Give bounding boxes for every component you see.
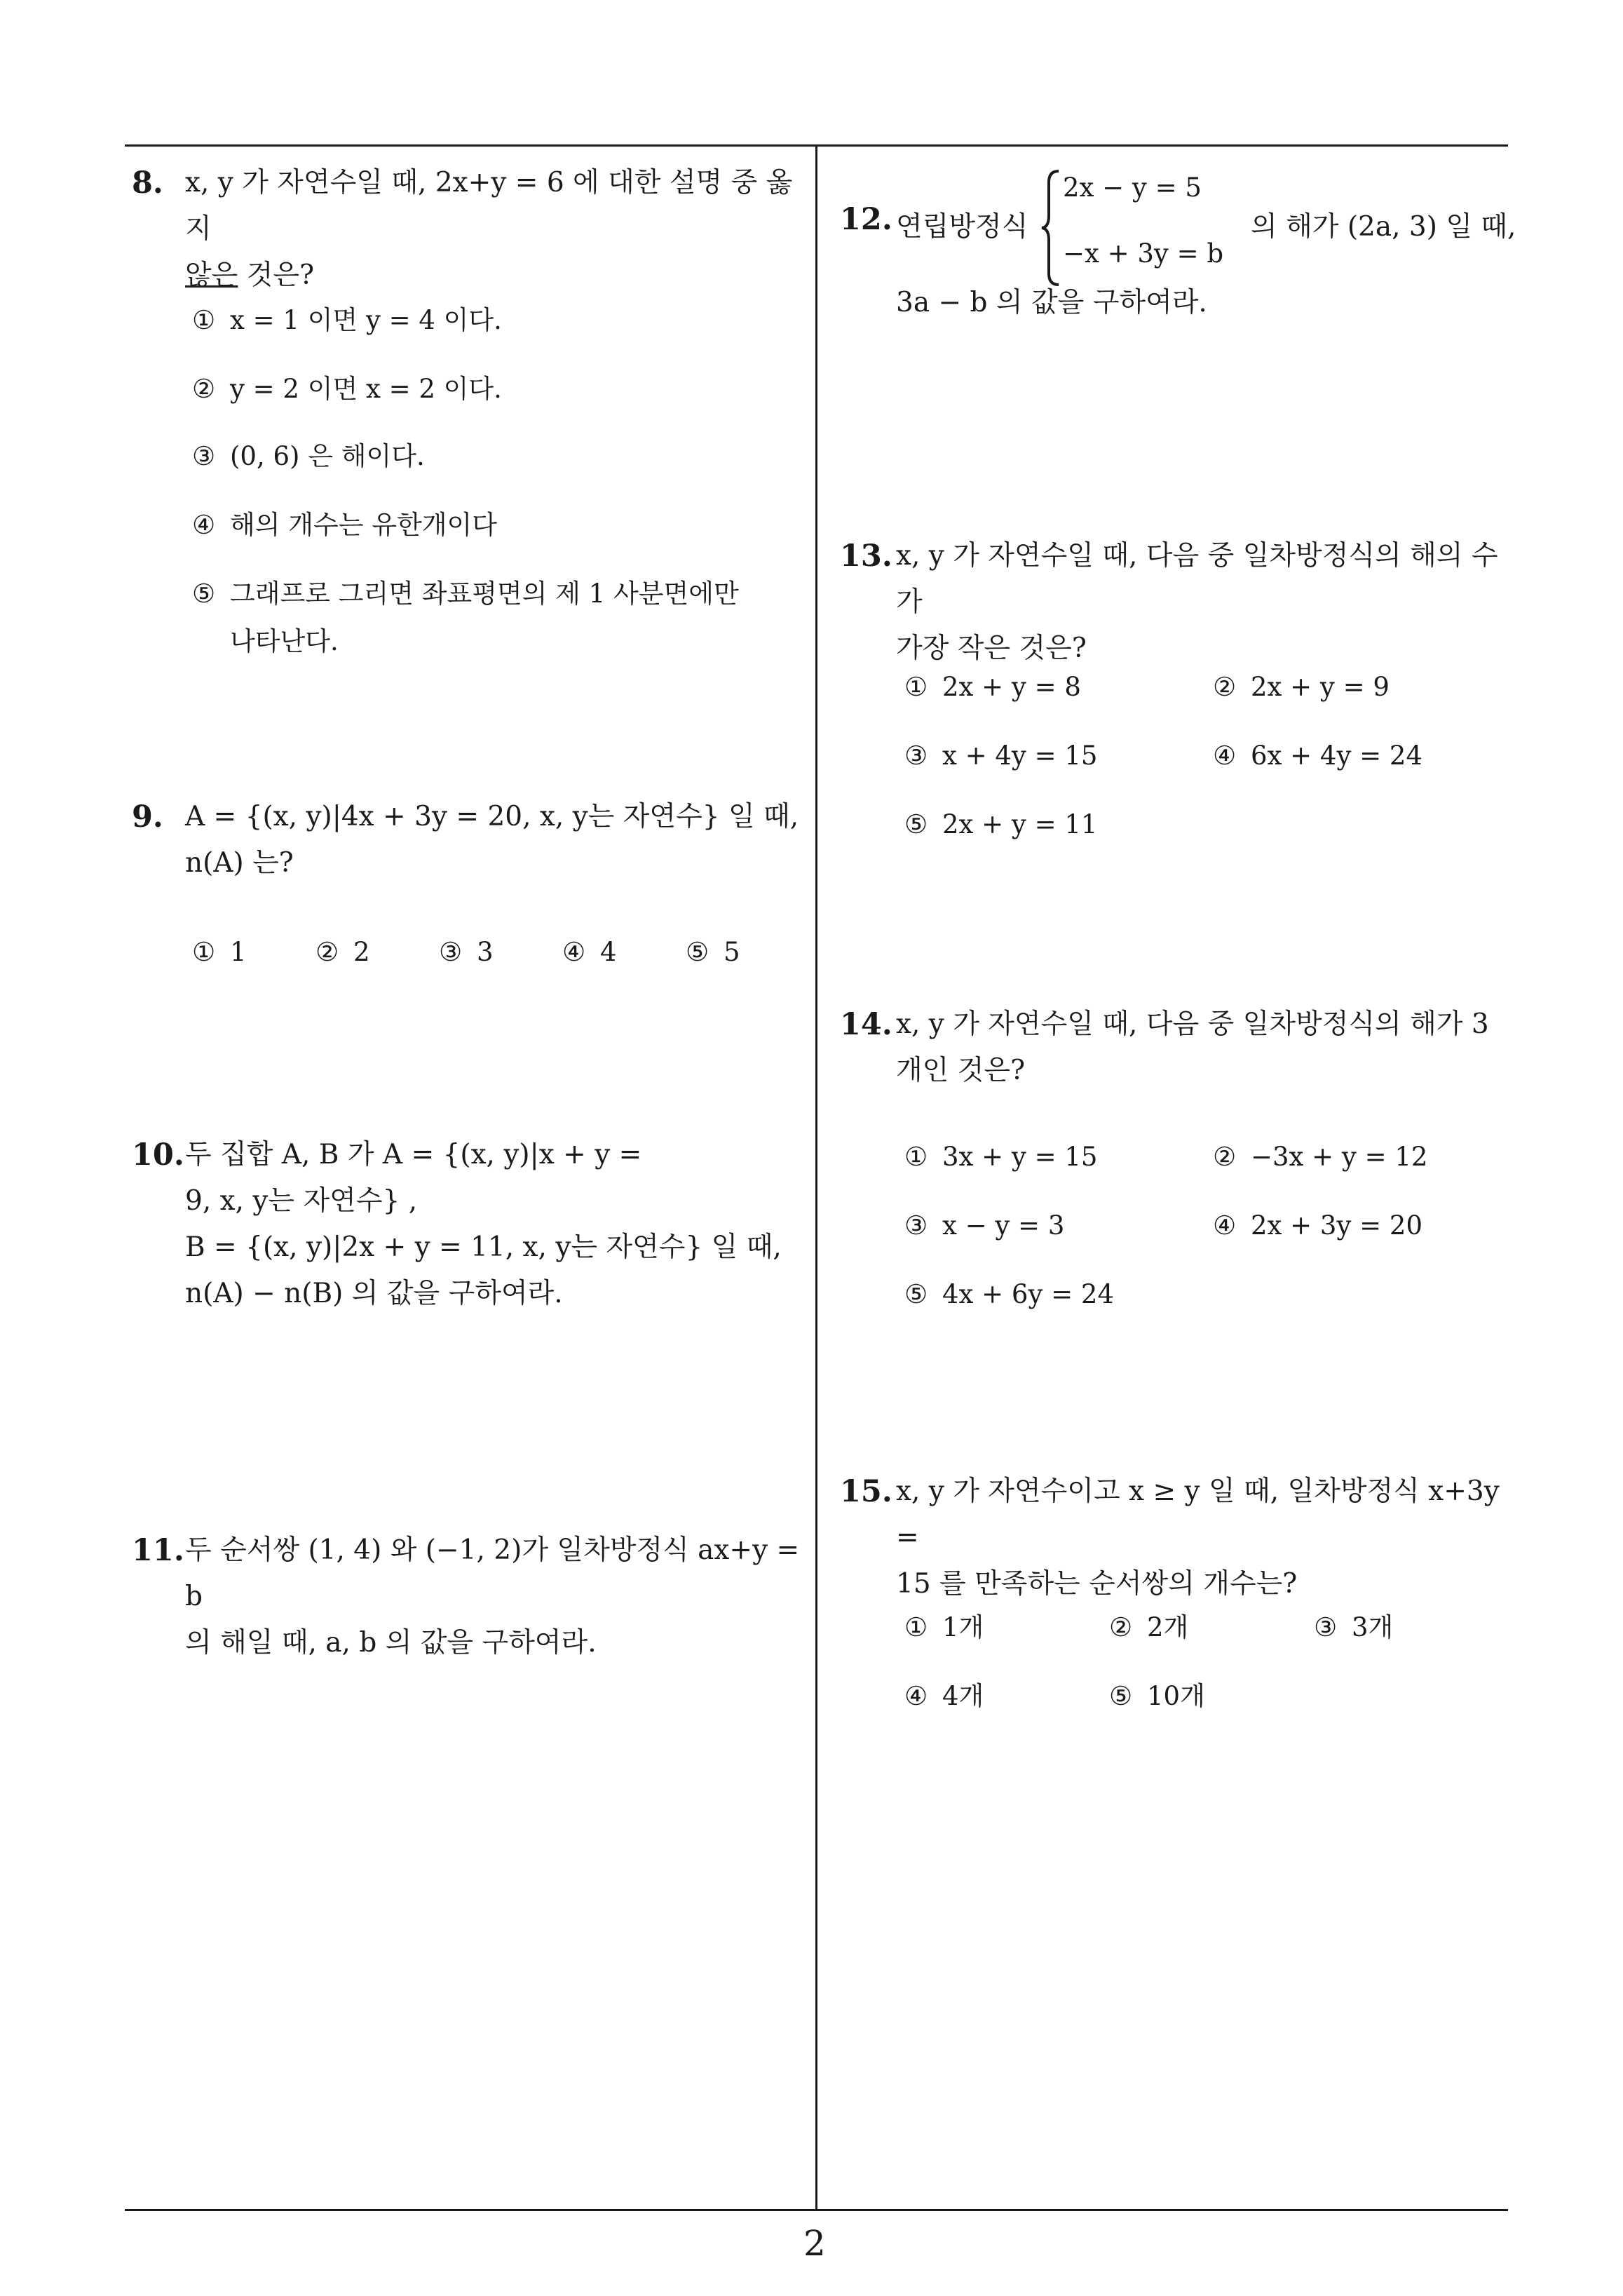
option-4[interactable] [562, 937, 617, 967]
option-text: 4 [600, 937, 617, 967]
stem-line: n(A) − n(B) 의 값을 구하여라. [185, 1278, 563, 1309]
option-mark: ② [192, 374, 216, 404]
option-mark: ② [1213, 672, 1237, 702]
option-4[interactable] [1213, 741, 1422, 771]
option-text: 3개 [1352, 1612, 1394, 1642]
question-stem [896, 1001, 1513, 1094]
option-text: x + 4y = 15 [942, 741, 1098, 771]
question-number: 8. [132, 166, 163, 201]
option-mark: ② [1213, 1142, 1237, 1172]
option-mark: ⑤ [1109, 1681, 1133, 1711]
option-mark: ④ [562, 937, 586, 967]
question-13 [840, 533, 1513, 672]
question-stem [896, 533, 1513, 672]
option-text: 해의 개수는 유한개이다 [230, 510, 497, 540]
question-number: 11. [132, 1533, 184, 1568]
option-1[interactable] [904, 1606, 984, 1644]
option-1[interactable] [904, 1142, 1097, 1172]
option-5-continuation: 나타난다. [230, 626, 339, 656]
question-12 [840, 168, 1516, 323]
option-3[interactable] [439, 937, 494, 967]
option-mark: ② [315, 937, 339, 967]
question-9 [132, 794, 805, 886]
system-equation-2: −x + 3y = b [1063, 238, 1224, 269]
question-number: 12. [840, 202, 892, 237]
question-number: 10. [132, 1137, 184, 1173]
option-mark: ⑤ [904, 1279, 928, 1309]
option-text: 1개 [942, 1612, 984, 1642]
question-8 [132, 160, 805, 299]
option-mark: ⑤ [686, 937, 709, 967]
option-mark: ④ [1213, 1210, 1237, 1241]
question-15 [840, 1468, 1513, 1607]
option-mark: ⑤ [904, 809, 928, 839]
question-stem [185, 794, 805, 886]
stem-line: x, y 가 자연수일 때, 다음 중 일차방정식의 해가 3 [896, 1008, 1489, 1040]
option-mark: ③ [439, 937, 463, 967]
bottom-rule [125, 2209, 1508, 2211]
option-mark: ③ [904, 741, 928, 771]
system-label: 연립방정식 [896, 211, 1028, 243]
option-2[interactable] [192, 367, 502, 405]
column-divider [815, 144, 817, 2210]
stem-line: 의 해일 때, a, b 의 값을 구하여라. [185, 1627, 597, 1659]
option-3[interactable] [904, 1210, 1064, 1241]
stem-line: 두 순서쌍 (1, 4) 와 (−1, 2)가 일차방정식 ax+y = b [185, 1534, 800, 1612]
option-mark: ⑤ [192, 579, 216, 609]
option-mark: ④ [1213, 741, 1237, 771]
question-stem [185, 1527, 805, 1666]
system-suffix: 의 해가 (2a, 3) 일 때, [1251, 211, 1516, 243]
option-mark: ① [904, 1142, 928, 1172]
stem-text: 것은? [238, 259, 315, 291]
option-mark: ④ [904, 1681, 928, 1711]
option-text: 6x + 4y = 24 [1251, 741, 1422, 771]
option-mark: ③ [1314, 1612, 1338, 1642]
question-number: 15. [840, 1474, 892, 1509]
option-1[interactable] [904, 672, 1081, 702]
option-text: x = 1 이면 y = 4 이다. [230, 305, 502, 335]
option-text: x − y = 3 [942, 1210, 1065, 1241]
stem-line: n(A) 는? [185, 847, 294, 879]
stem-line: x, y 가 자연수이고 x ≥ y 일 때, 일차방정식 x+3y = [896, 1475, 1500, 1553]
option-3[interactable] [192, 435, 425, 473]
option-4[interactable] [192, 504, 497, 541]
option-mark: ④ [192, 510, 216, 540]
stem-line: A = {(x, y)|4x + 3y = 20, x, y는 자연수} 일 때, [185, 801, 799, 832]
stem-line: 개인 것은? [896, 1055, 1026, 1086]
option-2[interactable] [1213, 672, 1390, 702]
option-5[interactable] [192, 572, 739, 610]
option-text: 2x + y = 11 [942, 809, 1098, 839]
option-5[interactable] [904, 809, 1097, 839]
option-mark: ① [192, 305, 216, 335]
option-text: y = 2 이면 x = 2 이다. [230, 374, 502, 404]
option-text: 10개 [1147, 1681, 1205, 1711]
option-3[interactable] [904, 741, 1097, 771]
option-mark: ① [192, 937, 216, 967]
option-text: 1 [230, 937, 247, 967]
option-text: 2개 [1147, 1612, 1189, 1642]
option-4[interactable] [1213, 1210, 1422, 1241]
stem-line: x, y 가 자연수일 때, 2x+y = 6 에 대한 설명 중 옳지 [185, 167, 793, 245]
question-11 [132, 1527, 805, 1666]
option-text: 그래프로 그리면 좌표평면의 제 1 사분면에만 [230, 579, 739, 609]
stem-line: x, y 가 자연수일 때, 다음 중 일차방정식의 해의 수가 [896, 540, 1498, 618]
stem-line: 두 집합 A, B 가 A = {(x, y)|x + y = [185, 1139, 642, 1170]
option-mark: ③ [904, 1210, 928, 1241]
option-1[interactable] [192, 299, 502, 337]
option-mark: ① [904, 672, 928, 702]
stem-line [185, 252, 805, 299]
option-5[interactable] [686, 937, 740, 967]
option-3[interactable] [1314, 1606, 1393, 1644]
option-text: 4x + 6y = 24 [942, 1279, 1114, 1309]
question-stem [896, 1468, 1513, 1607]
option-5[interactable] [904, 1279, 1114, 1309]
system-equation-1: 2x − y = 5 [1063, 173, 1202, 203]
underlined-word: 않은 [185, 259, 238, 291]
option-mark: ① [904, 1612, 928, 1642]
option-2[interactable] [1213, 1142, 1427, 1172]
option-2[interactable] [1109, 1606, 1188, 1644]
option-5[interactable] [1109, 1675, 1205, 1713]
stem-line: B = {(x, y)|2x + y = 11, x, y는 자연수} 일 때, [185, 1231, 782, 1263]
option-text: 4개 [942, 1681, 984, 1711]
option-2[interactable] [315, 937, 370, 967]
option-mark: ② [1109, 1612, 1133, 1642]
page-number: 2 [803, 2223, 826, 2264]
question-10 [132, 1132, 805, 1317]
option-text: 2x + y = 9 [1251, 672, 1390, 702]
option-text: 2x + 3y = 20 [1251, 1210, 1422, 1241]
question-stem [185, 1132, 805, 1317]
stem-line: 3a − b 의 값을 구하여라. [896, 287, 1207, 318]
question-number: 9. [132, 799, 163, 835]
option-text: 3 [477, 937, 494, 967]
option-text: (0, 6) 은 해이다. [230, 441, 425, 471]
option-text: 2x + y = 8 [942, 672, 1081, 702]
system-brace [1040, 168, 1063, 288]
option-text: 5 [724, 937, 740, 967]
stem-line: 가장 작은 것은? [896, 633, 1087, 664]
option-text: 3x + y = 15 [942, 1142, 1098, 1172]
question-stem [185, 160, 805, 299]
stem-line: 15 를 만족하는 순서쌍의 개수는? [896, 1568, 1298, 1600]
option-4[interactable] [904, 1675, 984, 1713]
question-14 [840, 1001, 1513, 1094]
option-1[interactable] [192, 937, 247, 967]
option-mark: ③ [192, 441, 216, 471]
question-number: 14. [840, 1007, 892, 1042]
option-text: −3x + y = 12 [1251, 1142, 1428, 1172]
option-text: 2 [353, 937, 370, 967]
question-number: 13. [840, 539, 892, 574]
stem-line: 9, x, y는 자연수} , [185, 1185, 418, 1217]
